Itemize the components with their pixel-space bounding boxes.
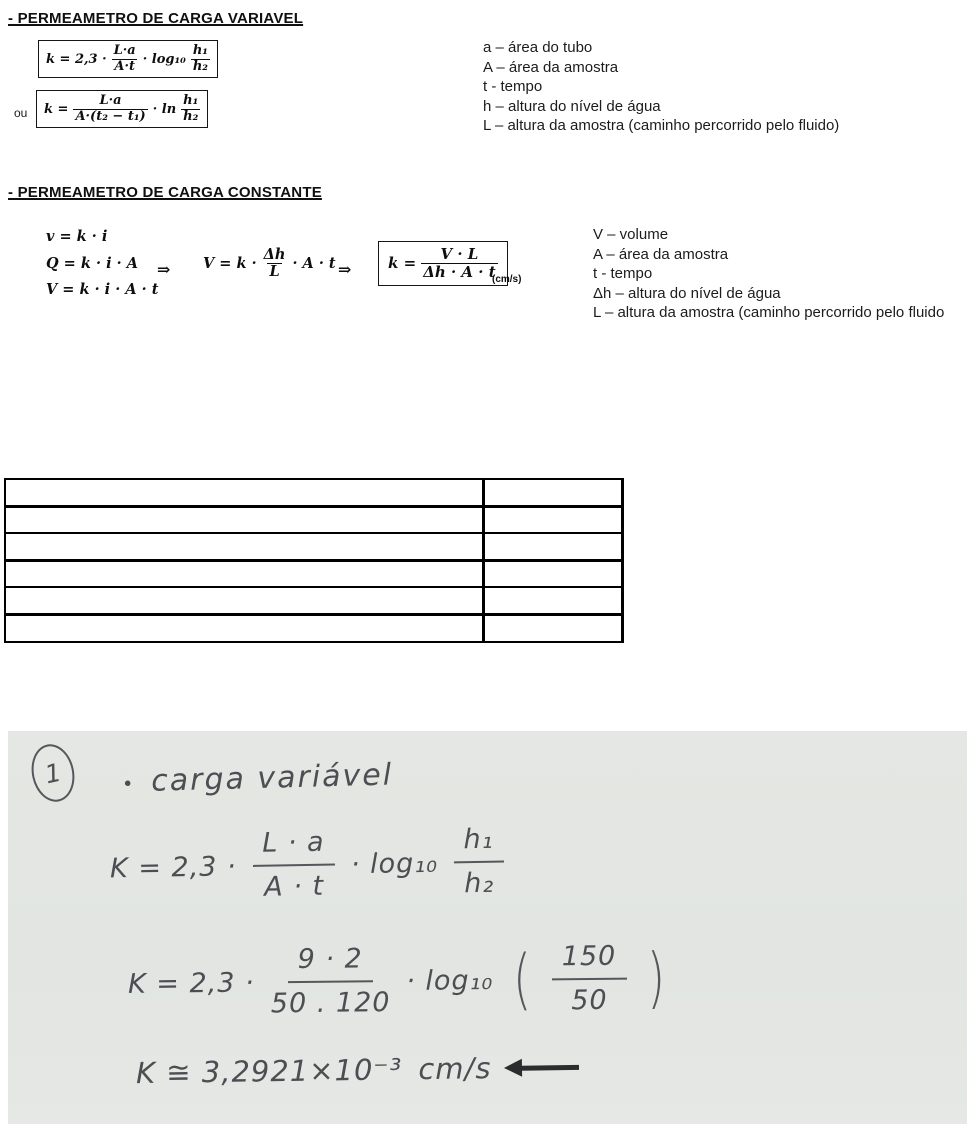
scanned-worksheet [8, 731, 967, 1124]
fraction-numerator: L·a [99, 93, 122, 108]
legend-line: h – altura do nível de água [483, 97, 661, 115]
formula-pre: V = k · [203, 255, 257, 273]
table-cell [484, 506, 623, 533]
formula-v-kdhl-at [203, 247, 336, 280]
left-arrow-icon [521, 1064, 579, 1070]
fraction-h1-h2 [191, 44, 210, 74]
fraction-9x2-50x120 [270, 945, 390, 1019]
formula-pre: k = 2,3 · [46, 51, 107, 67]
table-row [5, 560, 623, 587]
table-cell [5, 587, 484, 614]
fraction-numerator: L · a [252, 829, 335, 868]
fraction-denominator: A · t [263, 871, 325, 904]
title-text: carga variável [150, 757, 394, 799]
fraction-denominator: Δh · A · t [423, 262, 496, 281]
formula-pre: k = [388, 254, 417, 273]
heading-carga-variavel: - PERMEAMETRO DE CARGA VARIAVEL [8, 10, 304, 27]
result-value: K ≅ 3,2921×10⁻³ [135, 1052, 403, 1091]
circled-item-number [26, 740, 79, 805]
implies-arrow: ⇒ [338, 260, 352, 279]
table-cell [484, 479, 623, 506]
table-row [5, 533, 623, 560]
fraction-denominator: h₂ [183, 108, 199, 124]
formula-pre: K = 2,3 · [127, 967, 255, 1000]
fraction-denominator: A·(t₂ − t₁) [75, 108, 146, 124]
fraction-numerator: Δh [263, 246, 286, 263]
handwritten-formula-numeric [127, 939, 670, 1020]
table-cell [5, 560, 484, 587]
fraction-la-at2t1 [73, 94, 147, 124]
item-number: 1 [42, 757, 64, 789]
fraction-numerator: h₁ [453, 826, 504, 864]
fraction-denominator: L [269, 263, 280, 281]
table-cell [5, 533, 484, 560]
legend-carga-constante [593, 225, 955, 323]
handwritten-formula-symbolic [109, 823, 504, 906]
fraction-numerator: 150 [552, 943, 627, 981]
handwritten-title [122, 757, 394, 799]
fraction-numerator: h₁ [183, 93, 199, 108]
fraction-h1-h2 [181, 94, 200, 124]
legend-line: A – área da amostra [593, 245, 729, 263]
table-cell [484, 587, 623, 614]
unit-label: (cm/s) [492, 274, 522, 285]
legend-line: L – altura da amostra (caminho percorrido pelo fluido [593, 304, 945, 321]
legend-line: t - tempo [483, 78, 543, 95]
fraction-numerator: V · L [440, 245, 479, 263]
formula-box-k-constante [378, 241, 508, 286]
bullet-dot: • [121, 772, 136, 796]
legend-line: L – altura da amostra (caminho percorrido pelo fluido) [483, 117, 840, 134]
fraction-vl-dhat [421, 246, 497, 281]
table-cell [5, 614, 484, 641]
fraction-denominator: A·t [114, 58, 135, 74]
blank-data-table [4, 478, 624, 643]
legend-line: A – área da amostra [483, 58, 619, 76]
derivation-line: v = k · i [46, 228, 108, 245]
fraction-denominator: h₂ [464, 868, 495, 900]
fraction-150-50 [552, 940, 627, 1017]
table-row [5, 479, 623, 506]
fraction-dh-l [262, 247, 288, 280]
table-row [5, 614, 623, 641]
legend-line: t - tempo [593, 265, 653, 282]
heading-carga-constante: - PERMEAMETRO DE CARGA CONSTANTE [8, 184, 322, 201]
legend-carga-variavel [483, 38, 839, 136]
formula-mid: · log₁₀ [406, 964, 494, 997]
formula-mid: · ln [152, 101, 177, 117]
fraction-numerator: 9 · 2 [288, 945, 373, 983]
formula-post: · A · t [292, 255, 336, 273]
handwritten-result [136, 1050, 580, 1090]
table-cell [484, 614, 623, 641]
table-row [5, 506, 623, 533]
formula-pre: k = [44, 101, 69, 117]
fraction-denominator: h₂ [192, 58, 209, 74]
formula-box-k-log [38, 40, 218, 78]
table-cell [5, 506, 484, 533]
fraction-denominator: 50 . 120 [270, 987, 391, 1020]
formula-pre: K = 2,3 · [109, 851, 237, 885]
formula-mid: · log₁₀ [142, 51, 186, 67]
fraction-denominator: 50 [571, 985, 608, 1017]
derivation-line: V = k · i · A · t [46, 281, 159, 298]
ou-label: ou [14, 106, 28, 120]
fraction-numerator: L·a [113, 43, 136, 58]
legend-line: V – volume [593, 226, 669, 243]
legend-line: a – área do tubo [483, 39, 593, 56]
fraction-h1-h2 [453, 823, 504, 900]
table-cell [5, 479, 484, 506]
implies-arrow: ⇒ [157, 260, 171, 279]
formula-mid: · log₁₀ [350, 847, 439, 881]
fraction-numerator: h₁ [192, 43, 209, 58]
derivation-stack [46, 224, 158, 304]
fraction-la-at [252, 826, 336, 904]
table-row [5, 587, 623, 614]
fraction-la-at [112, 44, 138, 74]
legend-line: Δh – altura do nível de água [593, 284, 781, 302]
result-unit: cm/s [418, 1051, 492, 1087]
table-cell [484, 560, 623, 587]
derivation-line: Q = k · i · A [46, 254, 138, 272]
formula-box-k-ln [36, 90, 208, 128]
table-cell [484, 533, 623, 560]
